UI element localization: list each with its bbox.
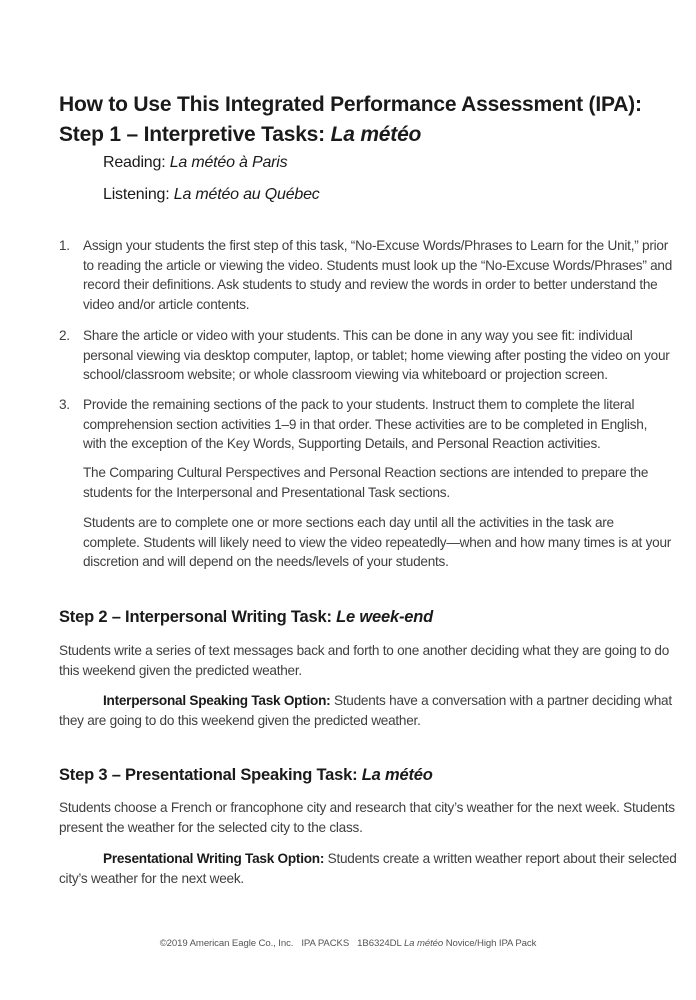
title-line-1: How to Use This Integrated Performance Assessment (IPA): [59,93,642,116]
instruction-number: 3. [59,397,70,412]
step-2-option-label: Interpersonal Speaking Task Option: [103,693,331,708]
step-3-option-label: Presentational Writing Task Option: [103,851,325,866]
footer-series: IPA PACKS [301,938,350,949]
footer-pack-italic: La météo [403,938,444,949]
instruction-item [59,395,673,454]
instruction-number: 2. [59,328,70,343]
step-3-option [59,849,679,889]
listening-value: La météo au Québec [173,186,320,203]
step-3-heading-italic: La météo [361,766,433,784]
instruction-text: Assign your students the first step of this task, “No-Excuse Words/Phrases to Learn for the Unit,” prior to reading the article or viewing the video. Students must look up the “No-Excuse Words/Phrases” and record their definitions. Ask students to study and review the words in order to better understand the video and/or article contents. [83,238,673,312]
title-line-2-italic: La météo [330,123,422,146]
instruction-item [59,236,673,314]
step-3-option-text: Students create a written weather report about their selected city’s weather for the next week. [59,851,677,886]
step-3-body: Students choose a French or francophone city and research that city’s weather for the next week. Students present the weather for the selected city to the class. [59,800,675,835]
footer-code: 1B6324DL [357,938,404,949]
daily-sections-paragraph: Students are to complete one or more sections each day until all the activities in the task are complete. Students will likely need to view the video repeatedly—when and how many times is at your discretion and will depend on the needs/levels of your students. [83,515,672,570]
reading-value: La météo à Paris [169,154,288,171]
listening-line [103,186,320,204]
step-2-heading [59,608,433,627]
listening-label: Listening: [103,186,174,203]
title-line-2-prefix: Step 1 – Interpretive Tasks: [59,123,331,146]
step-2-option-text: Students have a conversation with a partner deciding what they are going to do this weekend given the predicted weather. [59,693,672,728]
step-2-body: Students write a series of text messages back and forth to one another deciding what they are going to do this weekend given the predicted weather. [59,643,670,678]
step-2-heading-prefix: Step 2 – Interpersonal Writing Task: [59,608,337,626]
reading-label: Reading: [103,154,170,171]
step-2-heading-italic: Le week-end [336,608,433,626]
step-3-heading [59,766,433,785]
cultural-perspectives-paragraph: The Comparing Cultural Perspectives and Personal Reaction sections are intended to prepare the students for the Interpersonal and Presentational Task sections. [83,465,649,500]
step-3-heading-prefix: Step 3 – Presentational Speaking Task: [59,766,362,784]
instruction-item [59,326,673,385]
page-title [59,90,679,150]
reading-line [103,154,287,172]
instruction-text: Share the article or video with your students. This can be done in any way you see fit: individual personal viewing via desktop computer, laptop, or tablet; home viewing after posting the video on your school/classroom website; or whole classroom viewing via whiteboard or projection screen. [83,328,670,383]
instruction-number: 1. [59,238,70,253]
instruction-text: Provide the remaining sections of the pack to your students. Instruct them to complete the literal comprehension section activities 1–9 in that order. These activities are to be completed in English, with the exception of the Key Words, Supporting Details, and Personal Reaction activities. [83,397,648,452]
footer-pack-suffix: Novice/High IPA Pack [443,938,537,949]
footer-copyright: ©2019 American Eagle Co., Inc. [159,938,294,949]
step-2-option [59,691,679,731]
page-footer [0,938,696,949]
